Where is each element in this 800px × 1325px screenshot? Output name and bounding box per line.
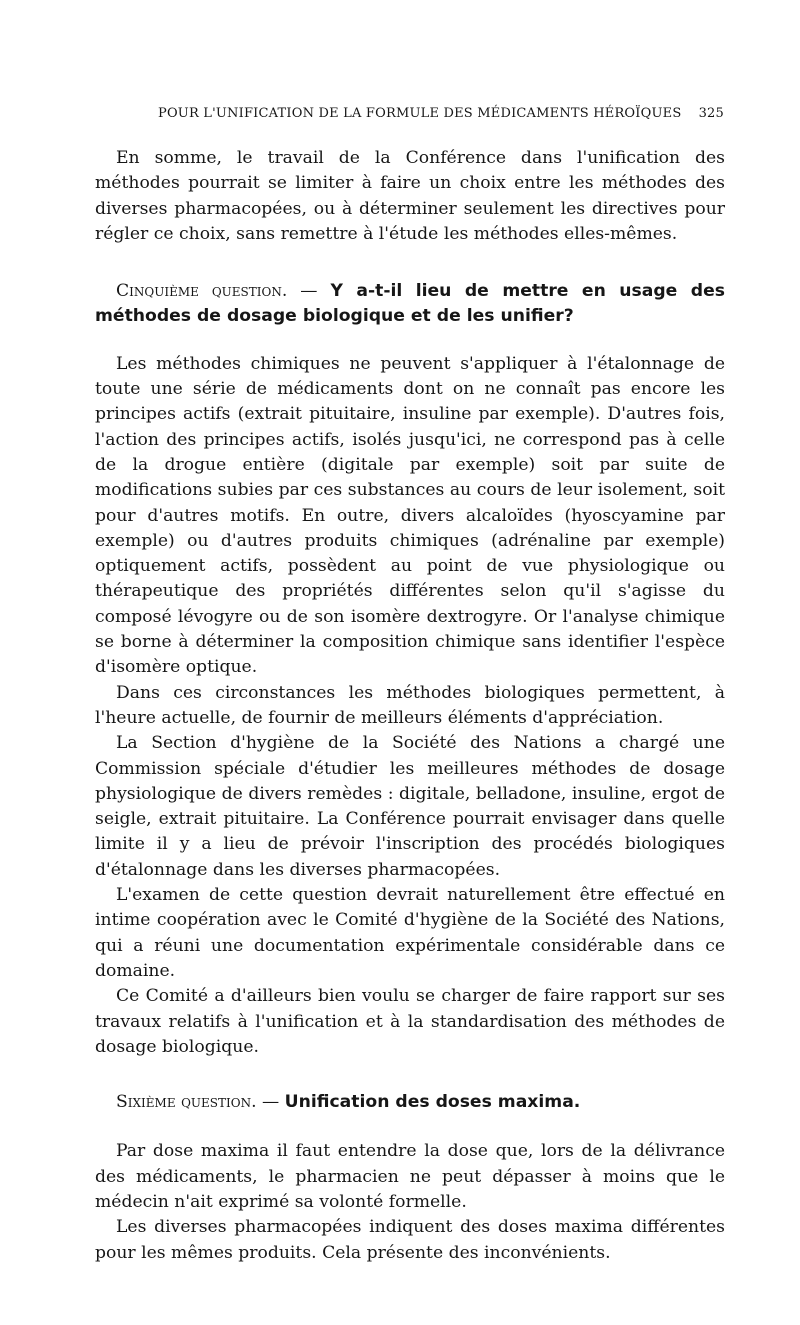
q6-paragraph-2: Les diverses pharmacopées indiquent des doses maxima différentes pour les mêmes produits. Cela présente des inconvénients. xyxy=(95,1217,725,1263)
page-number: 325 xyxy=(698,106,724,121)
running-title: POUR L'UNIFICATION DE LA FORMULE DES MÉDICAMENTS HÉROÏQUES xyxy=(158,106,682,121)
intro-paragraph: En somme, le travail de la Conférence dans l'unification des méthodes pourrait se limiter à faire un choix entre les méthodes des diverses pharmacopées, ou à déterminer seulement les directives pour régler ce choix, sans remettre à l'étude les méthodes elles-mêmes. xyxy=(95,148,725,244)
q6-paragraph-1: Par dose maxima il faut entendre la dose que, lors de la délivrance des médicaments, le pharmacien ne peut dépasser à moins que le médecin n'ait exprimé sa volonté formelle. xyxy=(95,1141,725,1212)
question-5-title: Y a-t-il lieu de mettre en usage des méthodes de dosage biologique et de les unifier? xyxy=(95,281,726,327)
q5-paragraph-2: Dans ces circonstances les méthodes biologiques permettent, à l'heure actuelle, de fournir de meilleurs éléments d'appréciation. xyxy=(95,682,725,728)
page-body xyxy=(95,146,725,1266)
question-6-label: Sixième question. — xyxy=(116,1092,280,1113)
q5-paragraph-3: La Section d'hygiène de la Société des Nations a chargé une Commission spéciale d'étudier les meilleures méthodes de dosage physiologique de divers remèdes : digitale, belladone, insuline, ergot de seigle, extrait pituitaire. La Conférence pourrait envisager dans quelle limite il y a lieu de prévoir l'inscription des procédés biologiques d'étalonnage dans les diverses pharmacopées. xyxy=(95,733,725,880)
question-6-heading xyxy=(95,1090,725,1115)
question-5-heading xyxy=(95,279,725,330)
question-6-title: Unification des doses maxima. xyxy=(284,1092,581,1113)
q5-paragraph-5: Ce Comité a d'ailleurs bien voulu se charger de faire rapport sur ses travaux relatifs à l'unification et à la standardisation des méthodes de dosage biologique. xyxy=(95,986,725,1057)
question-5-label: Cinquième question. — xyxy=(116,281,318,302)
q5-paragraph-1: Les méthodes chimiques ne peuvent s'appliquer à l'étalonnage de toute une série de médicaments dont on ne connaît pas encore les principes actifs (extrait pituitaire, insuline par exemple). D'autres fois, l'action des principes actifs, isolés jusqu'ici, ne correspond pas à celle de la drogue entière (digitale par exemple) soit par suite de modifications subies par ces substances au cours de leur isolement, soit pour d'autres motifs. En outre, divers alcaloïdes (hyoscyamine par exemple) ou d'autres produits chimiques (adrénaline par exemple) optiquement actifs, possèdent au point de vue physiologique ou thérapeutique des propriétés différentes selon qu'il s'agisse du composé lévogyre ou de son isomère dextrogyre. Or l'analyse chimique se borne à déterminer la composition chimique sans identifier l'espèce d'isomère optique. xyxy=(95,353,725,678)
q5-paragraph-4: L'examen de cette question devrait naturellement être effectué en intime coopération avec le Comité d'hygiène de la Société des Nations, qui a réuni une documentation expérimentale considérable dans ce domaine. xyxy=(95,885,725,981)
